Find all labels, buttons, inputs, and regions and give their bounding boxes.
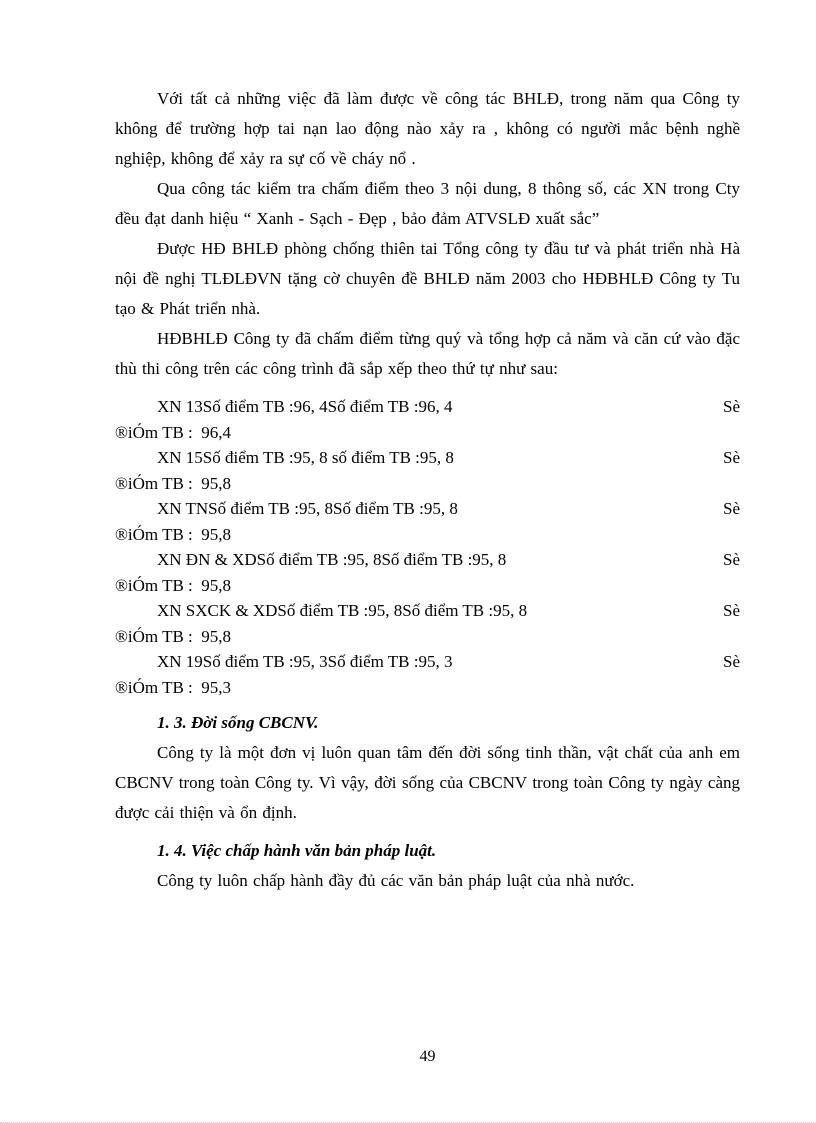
section-heading-doi-song-cbcnv: 1. 3. Đời sống CBCNV. <box>157 713 319 732</box>
score-item-tail: Sè <box>723 601 740 620</box>
score-item-main: XN ĐN & XDSố điểm TB :95, 8Số điểm TB :95, 8 <box>157 550 507 569</box>
score-item-line1 <box>115 496 740 522</box>
score-item-wrap: ®iÓm TB : 95,8 <box>115 626 232 646</box>
score-item-line1 <box>115 649 740 675</box>
paragraph-flag-proposal: Được HĐ BHLĐ phòng chống thiên tai Tổng công ty đầu tư và phát triển nhà Hà nội đề nghị TLĐLĐVN tặng cờ chuyên đề BHLĐ năm 2003 cho HĐBHLĐ Công ty Tu tạo & Phát triển nhà. <box>115 239 740 318</box>
score-item-xn19 <box>115 649 740 700</box>
section-heading-chap-hanh-phap-luat: 1. 4. Việc chấp hành văn bản pháp luật. <box>157 841 437 860</box>
score-item-wrap: ®iÓm TB : 95,8 <box>115 575 232 595</box>
score-item-wrap: ®iÓm TB : 95,3 <box>115 677 232 697</box>
score-item-wrap: ®iÓm TB : 95,8 <box>115 524 232 544</box>
section-body-doi-song-cbcnv: Công ty là một đơn vị luôn quan tâm đến đời sống tinh thần, vật chất của anh em CBCNV trong toàn Công ty. Vì vậy, đời sống của CBCNV trong toàn Công ty ngày càng được cải thiện và ổn định. <box>115 743 740 822</box>
page-number: 49 <box>419 1048 436 1065</box>
score-item-line1 <box>115 445 740 471</box>
score-item-wrap: ®iÓm TB : 96,4 <box>115 422 232 442</box>
score-item-tail: Sè <box>723 448 740 467</box>
paragraph-inspection: Qua công tác kiểm tra chấm điểm theo 3 nội dung, 8 thông số, các XN trong Cty đều đạt danh hiệu “ Xanh - Sạch - Đẹp , bảo đảm ATVSLĐ xuất sắc” <box>115 179 740 228</box>
score-item-xn13 <box>115 394 740 445</box>
score-item-xnsxck-xd <box>115 598 740 649</box>
score-item-xn15 <box>115 445 740 496</box>
score-item-line1 <box>115 394 740 420</box>
score-item-xndn-xd <box>115 547 740 598</box>
score-item-main: XN SXCK & XDSố điểm TB :95, 8Số điểm TB :95, 8 <box>157 601 528 620</box>
score-item-xntn <box>115 496 740 547</box>
paragraph-bhld-summary: Với tất cả những việc đã làm được về công tác BHLĐ, trong năm qua Công ty không để trường hợp tai nạn lao động nào xảy ra , không có người mắc bệnh nghề nghiệp, không để xảy ra sự cố về cháy nổ . <box>115 89 740 168</box>
score-list <box>115 394 740 700</box>
score-item-line1 <box>115 598 740 624</box>
score-item-main: XN 13Số điểm TB :96, 4Số điểm TB :96, 4 <box>157 397 453 416</box>
paragraph-ranking-intro: HĐBHLĐ Công ty đã chấm điểm từng quý và tổng hợp cả năm và căn cứ vào đặc thù thi công trên các công trình đã sắp xếp theo thứ tự như sau: <box>115 329 740 378</box>
score-item-main: XN TNSố điểm TB :95, 8Số điểm TB :95, 8 <box>157 499 458 518</box>
score-item-line1 <box>115 547 740 573</box>
section-body-chap-hanh-phap-luat: Công ty luôn chấp hành đầy đủ các văn bản pháp luật của nhà nước. <box>157 871 635 890</box>
score-item-main: XN 15Số điểm TB :95, 8 số điểm TB :95, 8 <box>157 448 454 467</box>
score-item-tail: Sè <box>723 499 740 518</box>
score-item-tail: Sè <box>723 652 740 671</box>
score-item-wrap: ®iÓm TB : 95,8 <box>115 473 232 493</box>
score-item-main: XN 19Số điểm TB :95, 3Số điểm TB :95, 3 <box>157 652 453 671</box>
score-item-tail: Sè <box>723 397 740 416</box>
score-item-tail: Sè <box>723 550 740 569</box>
page-content <box>115 84 740 896</box>
